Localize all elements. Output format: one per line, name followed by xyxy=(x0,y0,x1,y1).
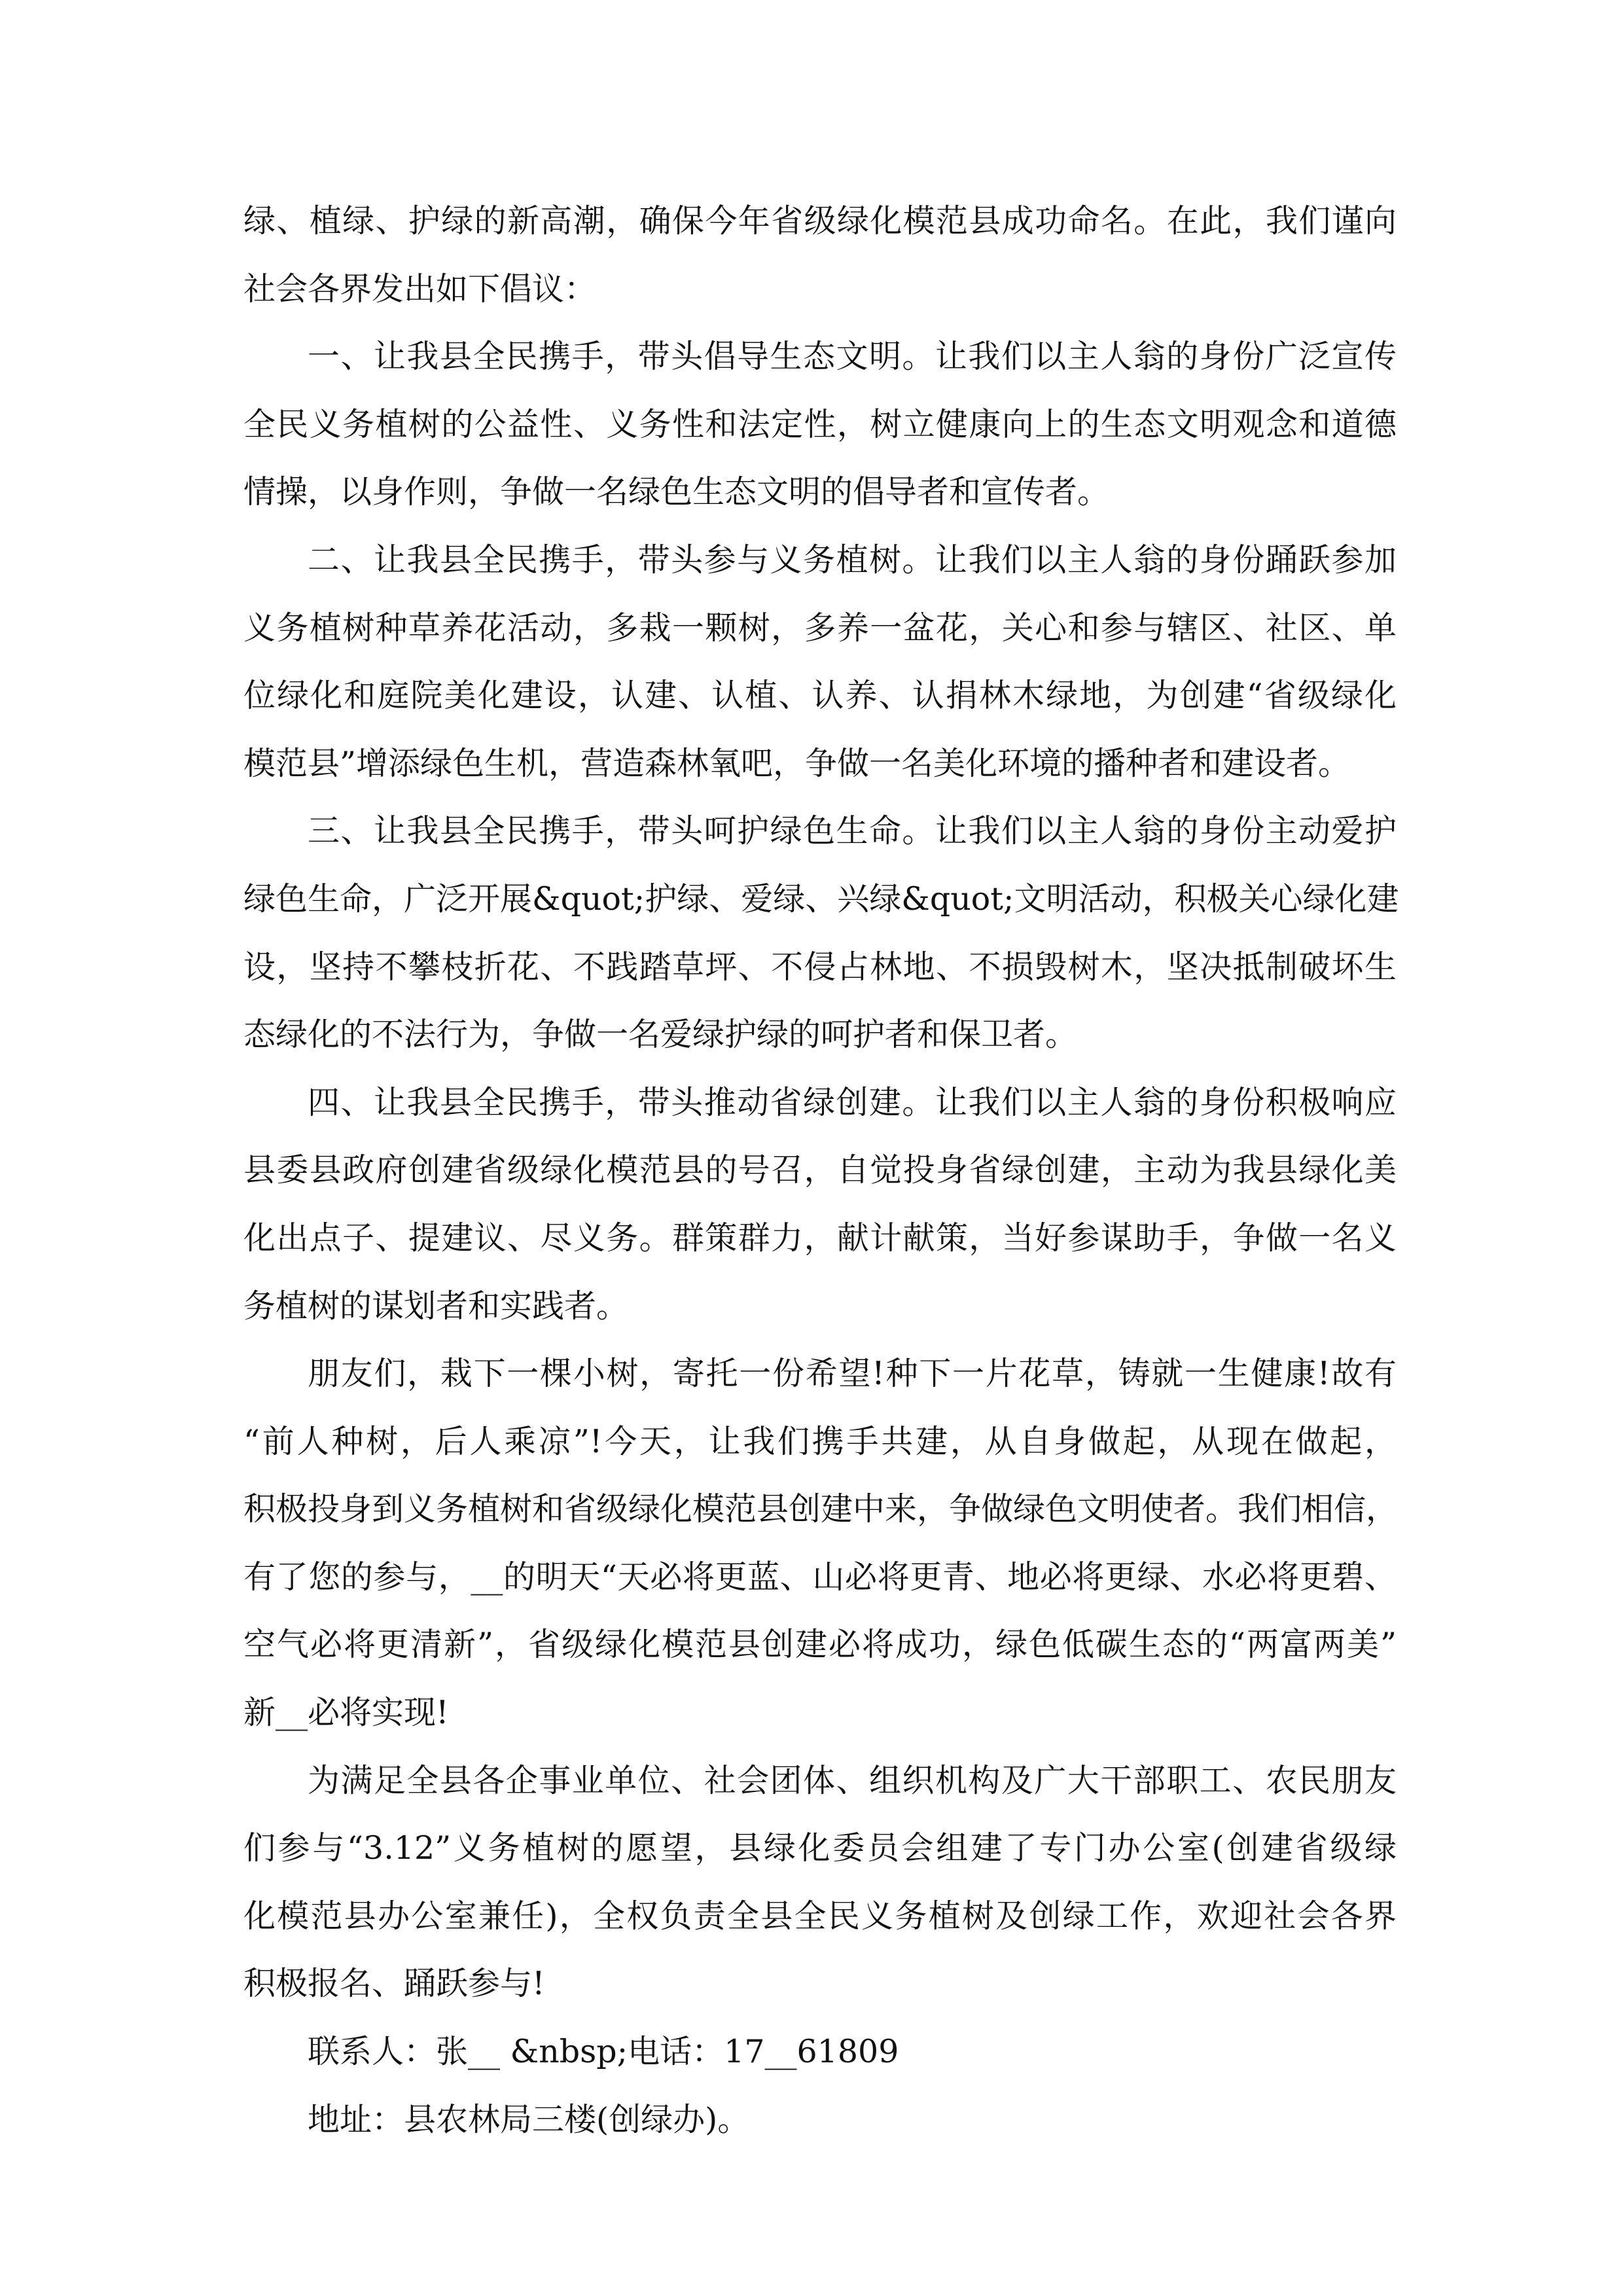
paragraph-line: 模范县”增添绿色生机，营造森林氧吧，争做一名美化环境的播种者和建设者。 xyxy=(243,744,1351,782)
paragraph-first-line: 地址：县农林局三楼(创绿办)。 xyxy=(308,2100,750,2138)
paragraph-first-line: 朋友们，栽下一棵小树，寄托一份希望!种下一片花草，铸就一生健康!故有 xyxy=(308,1355,1397,1393)
paragraph-first-line: 联系人：张__ &nbsp;电话：17__61809 xyxy=(308,2033,899,2071)
paragraph-line: 新__必将实现! xyxy=(243,1694,449,1732)
paragraph-line: 全民义务植树的公益性、义务性和法定性，树立健康向上的生态文明观念和道德 xyxy=(243,405,1397,443)
paragraph-line: 义务植树种草养花活动，多栽一颗树，多养一盆花，关心和参与辖区、社区、单 xyxy=(243,609,1397,647)
document-body xyxy=(243,187,1397,2153)
paragraph-line: 社会各界发出如下倡议： xyxy=(243,270,597,308)
paragraph-line: 积极报名、踊跃参与! xyxy=(243,1965,545,2003)
paragraph-line: 化模范县办公室兼任)，全权负责全县全民义务植树及创绿工作，欢迎社会各界 xyxy=(243,1897,1397,1935)
paragraph-line: 情操，以身作则，争做一名绿色生态文明的倡导者和宣传者。 xyxy=(243,473,1110,511)
paragraph-first-line: 四、让我县全民携手，带头推动省绿创建。让我们以主人翁的身份积极响应 xyxy=(308,1083,1397,1121)
paragraph-first-line: 为满足全县各企事业单位、社会团体、组织机构及广大干部职工、农民朋友 xyxy=(308,1761,1397,1799)
paragraph-line: 化出点子、提建议、尽义务。群策群力，献计献策，当好参谋助手，争做一名义 xyxy=(243,1219,1397,1257)
paragraph-line: 积极投身到义务植树和省级绿化模范县创建中来，争做绿色文明使者。我们相信， xyxy=(243,1490,1399,1528)
paragraph-line: 绿色生命，广泛开展&quot;护绿、爱绿、兴绿&quot;文明活动，积极关心绿化建 xyxy=(243,880,1399,918)
paragraph-line: 们参与“3.12”义务植树的愿望，县绿化委员会组建了专门办公室(创建省级绿 xyxy=(243,1829,1397,1867)
paragraph-line: 态绿化的不法行为，争做一名爱绿护绿的呵护者和保卫者。 xyxy=(243,1016,1078,1054)
paragraph-line: 空气必将更清新”，省级绿化模范县创建必将成功，绿色低碳生态的“两富两美” xyxy=(243,1626,1397,1664)
paragraph-first-line: 二、让我县全民携手，带头参与义务植树。让我们以主人翁的身份踊跃参加 xyxy=(308,541,1397,579)
paragraph-line: 有了您的参与，__的明天“天必将更蓝、山必将更青、地必将更绿、水必将更碧、 xyxy=(243,1558,1397,1596)
paragraph-line: 县委县政府创建省级绿化模范县的号召，自觉投身省绿创建，主动为我县绿化美 xyxy=(243,1151,1397,1189)
paragraph-line: 设，坚持不攀枝折花、不践踏草坪、不侵占林地、不损毁树木，坚决抵制破坏生 xyxy=(243,948,1397,986)
paragraph-first-line: 三、让我县全民携手，带头呵护绿色生命。让我们以主人翁的身份主动爱护 xyxy=(308,812,1397,850)
paragraph-line: 位绿化和庭院美化建设，认建、认植、认养、认捐林木绿地，为创建“省级绿化 xyxy=(243,677,1397,715)
paragraph-line: “前人种树，后人乘凉”!今天，让我们携手共建，从自身做起，从现在做起， xyxy=(243,1422,1397,1460)
paragraph-line: 绿、植绿、护绿的新高潮，确保今年省级绿化模范县成功命名。在此，我们谨向 xyxy=(243,202,1397,240)
paragraph-line: 务植树的谋划者和实践者。 xyxy=(243,1287,629,1325)
paragraph-first-line: 一、让我县全民携手，带头倡导生态文明。让我们以主人翁的身份广泛宣传 xyxy=(308,338,1397,376)
